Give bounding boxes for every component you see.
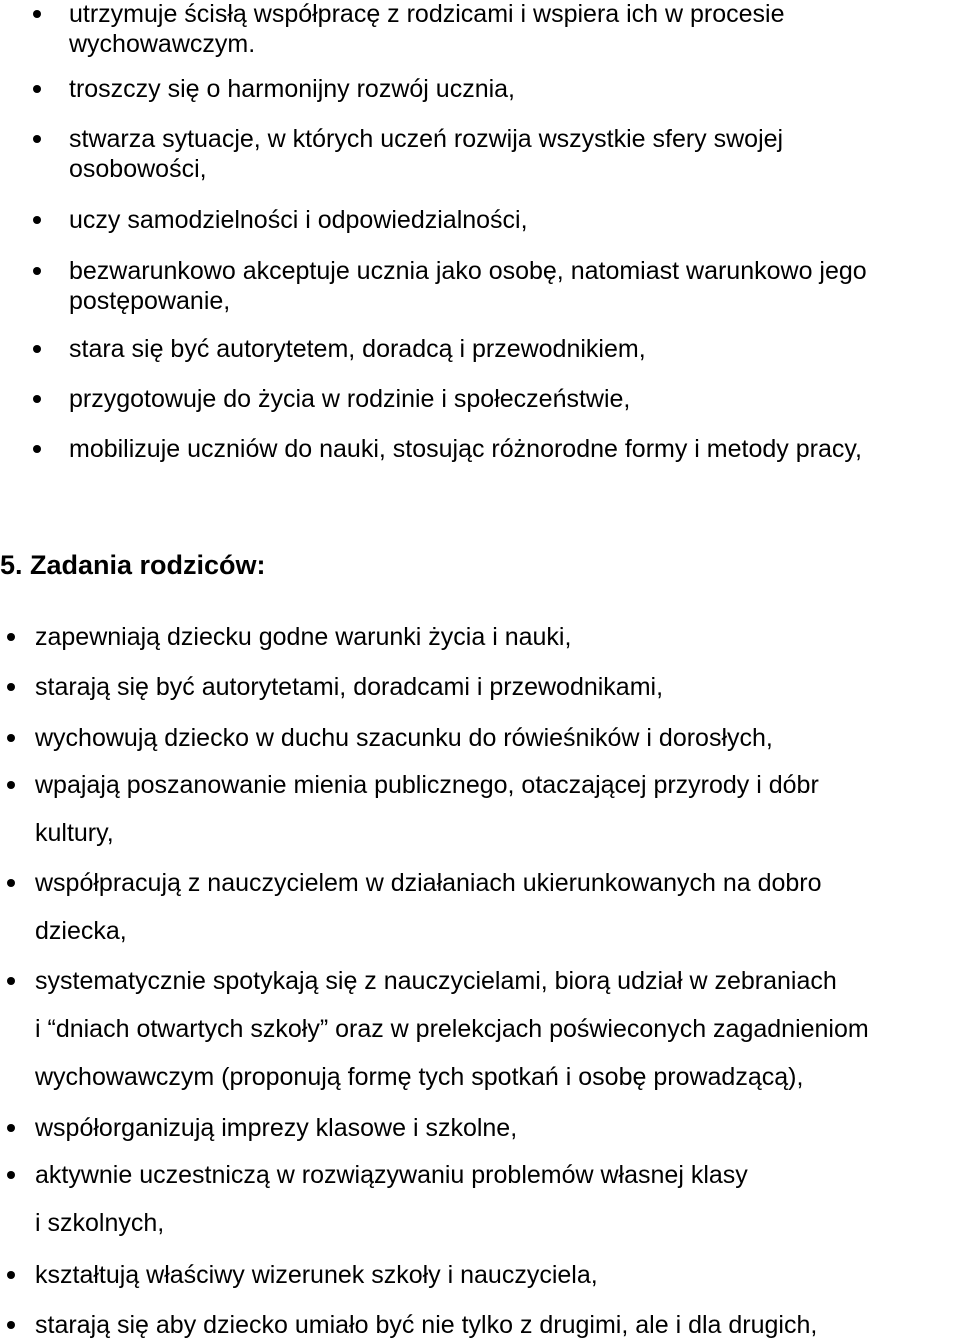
- bullet-icon: [7, 633, 15, 641]
- list-item-text: wychowawczym (proponują formę tych spotkań i osobę prowadzącą),: [35, 1063, 804, 1091]
- bullet-icon: [7, 683, 15, 691]
- list-item-text: stara się być autorytetem, doradcą i przewodnikiem,: [69, 335, 646, 363]
- bullet-icon: [7, 781, 15, 789]
- list-item: [35, 761, 819, 857]
- list-item-text: kształtują właściwy wizerunek szkoły i nauczyciela,: [35, 1261, 598, 1289]
- list-item: [69, 334, 646, 364]
- list-item-text: stwarza sytuacje, w których uczeń rozwija wszystkie sfery swojej: [69, 125, 784, 153]
- bullet-icon: [33, 85, 41, 93]
- bullet-icon: [33, 345, 41, 353]
- list-item-text: bezwarunkowo akceptuje ucznia jako osobę, natomiast warunkowo jego: [69, 257, 867, 285]
- list-item: [35, 957, 869, 1101]
- section-heading: 5. Zadania rodziców:: [0, 550, 266, 580]
- list-item-text: zapewniają dziecku godne warunki życia i nauki,: [35, 623, 572, 651]
- list-item: [35, 1260, 598, 1290]
- bullet-icon: [33, 135, 41, 143]
- list-item-text: współorganizują imprezy klasowe i szkolne,: [35, 1114, 518, 1142]
- bullet-icon: [33, 10, 41, 18]
- list-item-text: postępowanie,: [69, 287, 231, 315]
- list-item: [69, 256, 867, 316]
- bullet-icon: [7, 734, 15, 742]
- bullet-icon: [33, 445, 41, 453]
- bullet-icon: [33, 395, 41, 403]
- list-item: [69, 124, 783, 184]
- bullet-icon: [7, 1171, 15, 1179]
- list-item: [35, 859, 822, 955]
- list-item-text: i “dniach otwartych szkoły” oraz w prelekcjach poświeconych zagadnieniom: [35, 1015, 869, 1043]
- bullet-icon: [33, 216, 41, 224]
- list-item-text: współpracują z nauczycielem w działaniach ukierunkowanych na dobro: [35, 869, 822, 897]
- list-item-text: starają się aby dziecko umiało być nie tylko z drugimi, ale i dla drugich,: [35, 1311, 818, 1339]
- list-item-text: dziecka,: [35, 917, 127, 945]
- list-item: [69, 205, 528, 235]
- list-item-text: uczy samodzielności i odpowiedzialności,: [69, 206, 528, 234]
- list-item-text: wychowują dziecko w duchu szacunku do rówieśników i dorosłych,: [35, 724, 773, 752]
- bullet-icon: [7, 1321, 15, 1329]
- list-item-text: systematycznie spotykają się z nauczycielami, biorą udział w zebraniach: [35, 967, 837, 995]
- bullet-icon: [7, 879, 15, 887]
- bullet-icon: [7, 1271, 15, 1279]
- list-item: [69, 384, 630, 414]
- list-item-text: przygotowuje do życia w rodzinie i społeczeństwie,: [69, 385, 631, 413]
- list-item-text: wychowawczym.: [69, 30, 256, 58]
- list-item-text: osobowości,: [69, 155, 207, 183]
- list-item: [35, 1310, 817, 1340]
- list-item-text: aktywnie uczestniczą w rozwiązywaniu problemów własnej klasy: [35, 1161, 748, 1189]
- list-item-text: troszczy się o harmonijny rozwój ucznia,: [69, 75, 515, 103]
- list-item: [35, 622, 571, 652]
- list-item: [69, 0, 785, 59]
- list-item: [69, 74, 515, 104]
- list-item: [35, 723, 773, 753]
- bullet-icon: [7, 1124, 15, 1132]
- list-item: [35, 672, 663, 702]
- list-item-text: i szkolnych,: [35, 1209, 165, 1237]
- list-item-text: starają się być autorytetami, doradcami i przewodnikami,: [35, 673, 664, 701]
- list-item-text: wpajają poszanowanie mienia publicznego, otaczającej przyrody i dóbr: [35, 771, 819, 799]
- list-item: [69, 434, 862, 464]
- list-item: [35, 1151, 748, 1247]
- list-item: [35, 1113, 517, 1143]
- bullet-icon: [33, 267, 41, 275]
- list-item-text: kultury,: [35, 819, 114, 847]
- list-item-text: utrzymuje ścisłą współpracę z rodzicami i wspiera ich w procesie: [69, 0, 785, 28]
- list-item-text: mobilizuje uczniów do nauki, stosując różnorodne formy i metody pracy,: [69, 435, 862, 463]
- bullet-icon: [7, 977, 15, 985]
